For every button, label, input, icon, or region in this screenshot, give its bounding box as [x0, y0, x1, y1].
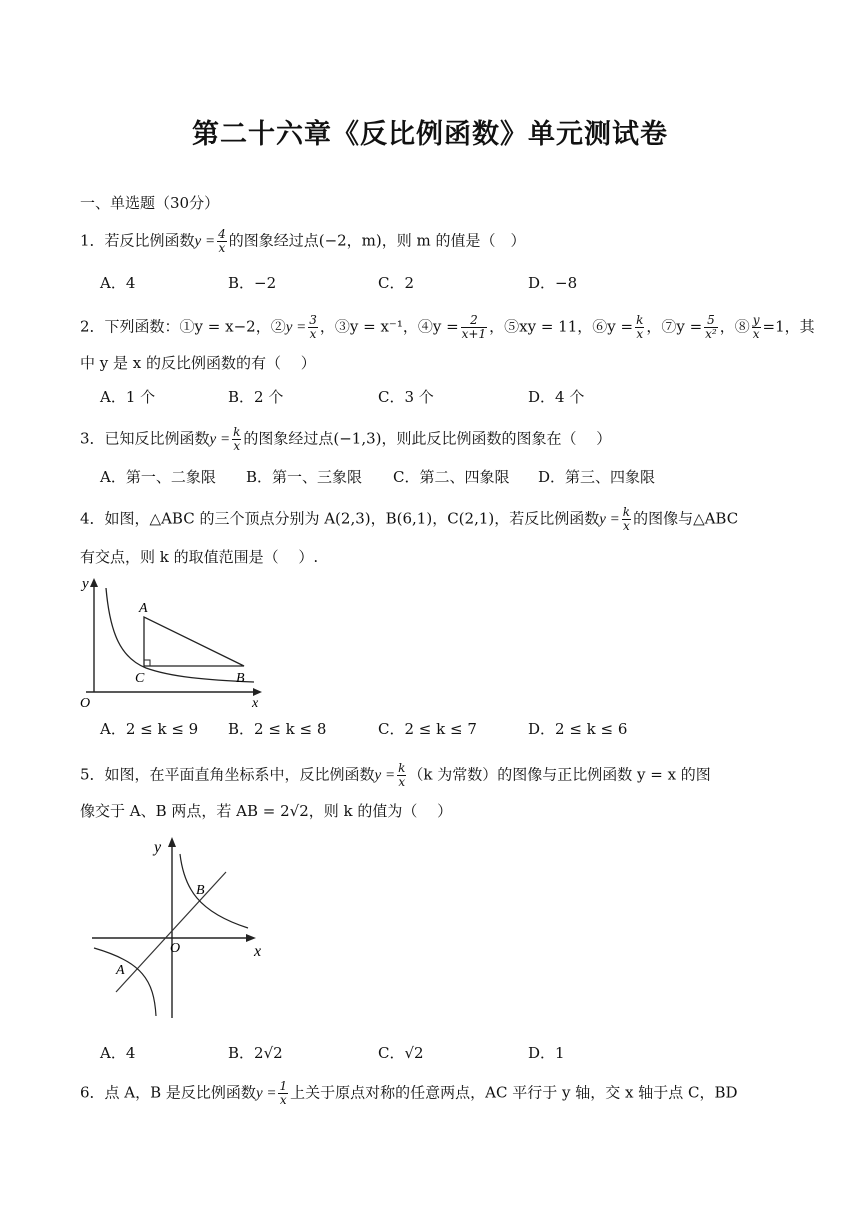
q5-text-pre: 5．如图，在平面直角坐标系中，反比例函数 — [80, 765, 375, 784]
question-3 — [80, 426, 611, 453]
q2-option-a[interactable]: A．1 个 — [100, 388, 156, 406]
question-5-line-2: 像交于 A、B 两点，若 AB = 2√2，则 k 的值为（ ） — [80, 802, 453, 820]
q1-option-b[interactable]: B．−2 — [228, 274, 277, 292]
page-title: 第二十六章《反比例函数》单元测试卷 — [192, 119, 668, 150]
q5-option-a[interactable]: A．4 — [100, 1044, 136, 1062]
q2-fraction-4 — [461, 314, 487, 341]
q1-frac-num: 4 — [218, 227, 226, 241]
q4-option-d[interactable]: D．2 ≤ k ≤ 6 — [528, 720, 628, 738]
q4-label-y: y — [82, 576, 89, 592]
q4-y-eq: y = — [599, 511, 620, 528]
q2-fraction-6 — [635, 314, 644, 341]
q2-frac8-num: y — [752, 313, 760, 327]
q5-frac-num: k — [398, 761, 406, 775]
q6-frac-den: x — [279, 1093, 287, 1107]
q4-triangle-abc — [144, 617, 244, 666]
q5-y-arrow — [168, 837, 176, 847]
q3-fraction — [232, 426, 241, 453]
q2-frac6-num: k — [636, 313, 644, 327]
q4-x-arrow — [253, 688, 262, 696]
question-5 — [80, 762, 711, 789]
q6-text-post: 上关于原点对称的任意两点，AC 平行于 y 轴，交 x 轴于点 C，BD — [290, 1083, 738, 1102]
section-heading: 一、单选题（30分） — [80, 194, 220, 212]
question-4 — [80, 506, 738, 533]
q4-option-b[interactable]: B．2 ≤ k ≤ 8 — [228, 720, 327, 738]
q4-text-pre: 4．如图，△ABC 的三个顶点分别为 A(2,3)，B(6,1)，C(2,1)，若反比例函数 — [80, 509, 600, 528]
q2-text-mid2: ，⑤xy = 11，⑥y = — [489, 317, 634, 336]
q5-figure — [88, 832, 272, 1020]
q4-fraction — [622, 506, 631, 533]
question-1 — [80, 228, 526, 255]
question-2-line-2: 中 y 是 x 的反比例函数的有（ ） — [80, 354, 316, 372]
q2-text-pre: 2．下列函数：①y = x−2，② — [80, 317, 286, 336]
q1-fraction — [217, 228, 227, 255]
q2-frac6-den: x — [636, 327, 644, 341]
q5-label-y: y — [154, 839, 162, 856]
q5-label-x: x — [254, 943, 262, 960]
q1-y-eq: y = — [194, 233, 216, 250]
q5-label-o: O — [170, 941, 181, 956]
q3-text-post: 的图象经过点(−1,3)，则此反比例函数的图象在（ ） — [243, 429, 612, 448]
q2-text-mid3: ，⑦y = — [646, 317, 703, 336]
q4-figure — [76, 574, 268, 710]
q6-y-eq: y = — [255, 1085, 277, 1102]
question-2 — [80, 314, 815, 341]
q4-label-o: O — [80, 696, 91, 710]
q2-frac4-num: 2 — [461, 314, 487, 328]
q5-x-arrow — [246, 934, 256, 942]
q6-frac-num: 1 — [279, 1079, 288, 1093]
q2-frac7-den: x² — [705, 327, 717, 341]
q1-text-post: 的图象经过点(−2，m)，则 m 的值是（ ） — [228, 231, 526, 250]
q4-frac-num: k — [622, 505, 631, 519]
q2-text-mid: ，③y = x⁻¹，④y = — [319, 317, 459, 336]
q4-frac-den: x — [623, 519, 630, 533]
q2-frac8-den: x — [752, 327, 760, 341]
q4-y-arrow — [90, 578, 98, 587]
q5-option-b[interactable]: B．2√2 — [228, 1044, 283, 1062]
q2-option-b[interactable]: B．2 个 — [228, 388, 284, 406]
q3-option-d[interactable]: D．第三、四象限 — [538, 468, 656, 486]
q2-y-eq-2: y = — [285, 319, 307, 336]
q1-text-pre: 1．若反比例函数 — [80, 231, 195, 250]
q1-option-d[interactable]: D．−8 — [528, 274, 578, 292]
q4-text-post: 的图像与△ABC — [633, 509, 739, 528]
q3-frac-den: x — [233, 439, 241, 453]
q4-label-x: x — [252, 696, 259, 710]
q6-fraction — [278, 1080, 288, 1107]
q5-label-a: A — [116, 963, 125, 978]
q3-frac-num: k — [233, 425, 241, 439]
q5-text-post: （k 为常数）的图像与正比例函数 y = x 的图 — [408, 765, 711, 784]
q5-option-c[interactable]: C．√2 — [378, 1044, 424, 1062]
q2-fraction-2 — [308, 314, 318, 341]
q2-option-c[interactable]: C．3 个 — [378, 388, 434, 406]
q5-frac-den: x — [398, 775, 406, 789]
q2-frac7-num: 5 — [704, 314, 718, 328]
q2-fraction-7 — [704, 314, 718, 341]
q4-option-a[interactable]: A．2 ≤ k ≤ 9 — [100, 720, 199, 738]
q2-frac2-num: 3 — [309, 313, 317, 327]
q4-label-b: B — [236, 671, 245, 686]
q5-line-y-eq-x — [116, 872, 226, 992]
q4-right-angle-mark — [144, 660, 150, 666]
q6-text-pre: 6．点 A，B 是反比例函数 — [80, 1083, 256, 1102]
q2-option-d[interactable]: D．4 个 — [528, 388, 585, 406]
q3-text-pre: 3．已知反比例函数 — [80, 429, 210, 448]
q3-option-a[interactable]: A．第一、二象限 — [100, 468, 216, 486]
question-4-line-2: 有交点，则 k 的取值范围是（ ）. — [80, 548, 319, 566]
q2-text-mid4: ，⑧ — [719, 317, 750, 336]
q3-option-b[interactable]: B．第一、三象限 — [246, 468, 363, 486]
q4-label-a: A — [139, 601, 148, 616]
q4-option-c[interactable]: C．2 ≤ k ≤ 7 — [378, 720, 477, 738]
q5-label-b: B — [196, 883, 205, 898]
q2-frac2-den: x — [309, 327, 317, 341]
question-6 — [80, 1080, 738, 1107]
q2-fraction-8 — [752, 314, 761, 341]
q1-option-c[interactable]: C．2 — [378, 274, 415, 292]
q5-fraction — [397, 762, 406, 789]
q2-text-tail: =1，其 — [762, 317, 815, 336]
q2-frac4-den: x+1 — [461, 327, 487, 341]
q4-label-c: C — [135, 671, 145, 686]
q3-option-c[interactable]: C．第二、四象限 — [393, 468, 510, 486]
q3-y-eq: y = — [209, 431, 231, 448]
q5-hyperbola-branch-1 — [180, 854, 248, 928]
q1-option-a[interactable]: A．4 — [100, 274, 136, 292]
q1-frac-den: x — [218, 241, 226, 255]
q5-option-d[interactable]: D．1 — [528, 1044, 565, 1062]
q5-y-eq: y = — [374, 767, 396, 784]
